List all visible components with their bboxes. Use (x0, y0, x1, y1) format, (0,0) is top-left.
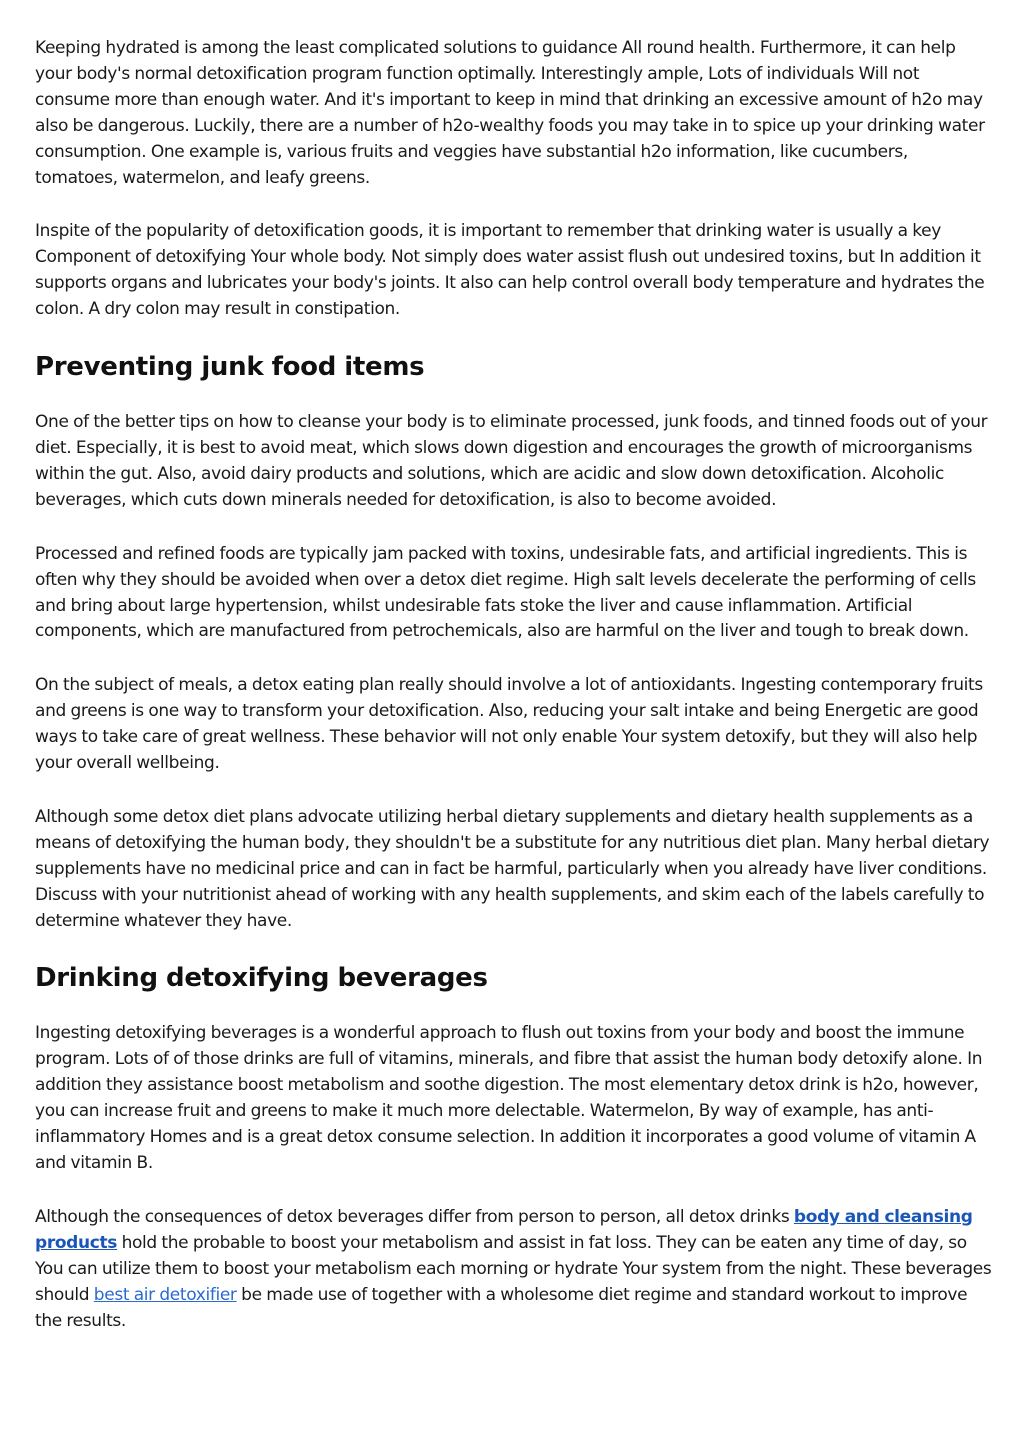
paragraph-text-part-1: Although the consequences of detox beverages differ from person to person, all detox drinks (35, 1206, 794, 1227)
paragraph-supplements: Although some detox diet plans advocate utilizing herbal dietary supplements and dietary health supplements as a means of detoxifying the human body, they shouldn't be a substitute for any nutritious diet plan. Many herbal dietary supplements have no medicinal price and can in fact be harmful, particularly when you already have liver conditions. Discuss with your nutritionist ahead of working with any health supplements, and skim each of the labels carefully to determine whatever they have. (35, 806, 990, 931)
body-cleansing-products-link[interactable]: body and cleansing products (35, 1206, 973, 1253)
article (35, 36, 993, 1362)
paragraph-processed-foods: Processed and refined foods are typically jam packed with toxins, undesirable fats, and artificial ingredients. This is often why they should be avoided when over a detox diet regime. High salt levels decelerate the performing of cells and bring about large hypertension, whilst undesirable fats stoke the liver and cause inflammation. Artificial components, which are manufactured from petrochemicals, also are harmful on the liver and tough to break down. (35, 543, 976, 642)
heading-detox-beverages: Drinking detoxifying beverages (35, 963, 488, 994)
best-air-detoxifier-link[interactable]: best air detoxifier (93, 1284, 237, 1305)
paragraph-text-part-2: hold the probable to boost your metabolism and assist in fat loss. They can be eaten any time of day, so You can utilize them to boost your metabolism each morning or hydrate Your system from the night. These beverages should (35, 1232, 992, 1305)
paragraph-cleanse-diet: One of the better tips on how to cleanse your body is to eliminate processed, junk foods, and tinned foods out of your diet. Especially, it is best to avoid meat, which slows down digestion and encourages the growth of microorganisms within the gut. Also, avoid dairy products and solutions, which are acidic and slow down detoxification. Alcoholic beverages, which cuts down minerals needed for detoxification, is also to become avoided. (35, 412, 988, 510)
paragraph-beverage-effects (35, 1205, 993, 1335)
paragraph-antioxidants: On the subject of meals, a detox eating plan really should involve a lot of antioxidants. Ingesting contemporary fruits and greens is one way to transform your detoxification. Also, reducing your salt intake and being Energetic are good ways to take care of great wellness. These behavior will not only enable Your system detoxify, but they will also help your overall wellbeing. (35, 675, 983, 774)
heading-preventing-junk-food: Preventing junk food items (35, 352, 425, 383)
paragraph-water-detox: Inspite of the popularity of detoxification goods, it is important to remember that drinking water is usually a key Component of detoxifying Your whole body. Not simply does water assist flush out undesired toxins, but In addition it supports organs and lubricates your body's joints. It also can help control overall body temperature and hydrates the colon. A dry colon may result in constipation. (35, 221, 985, 320)
paragraph-text-part-3: be made use of together with a wholesome diet regime and standard workout to improve the results. (35, 1284, 968, 1331)
paragraph-detox-drinks: Ingesting detoxifying beverages is a wonderful approach to flush out toxins from your body and boost the immune program. Lots of of those drinks are full of vitamins, minerals, and fibre that assist the human body detoxify alone. In addition they assistance boost metabolism and soothe digestion. The most elementary detox drink is h2o, however, you can increase fruit and greens to make it much more delectable. Watermelon, By way of example, has anti-inflammatory Homes and is a great detox consume selection. In addition it incorporates a good volume of vitamin A and vitamin B. (35, 1023, 983, 1173)
paragraph-hydration: Keeping hydrated is among the least complicated solutions to guidance All round health. Furthermore, it can help your body's normal detoxification program function optimally. Interestingly ample, Lots of individuals Will not consume more than enough water. And it's important to keep in mind that drinking an excessive amount of h2o may also be dangerous. Luckily, there are a number of h2o-wealthy foods you may take in to spice up your drinking water consumption. One example is, various fruits and veggies have substantial h2o information, like cucumbers, tomatoes, watermelon, and leafy greens. (35, 38, 985, 188)
